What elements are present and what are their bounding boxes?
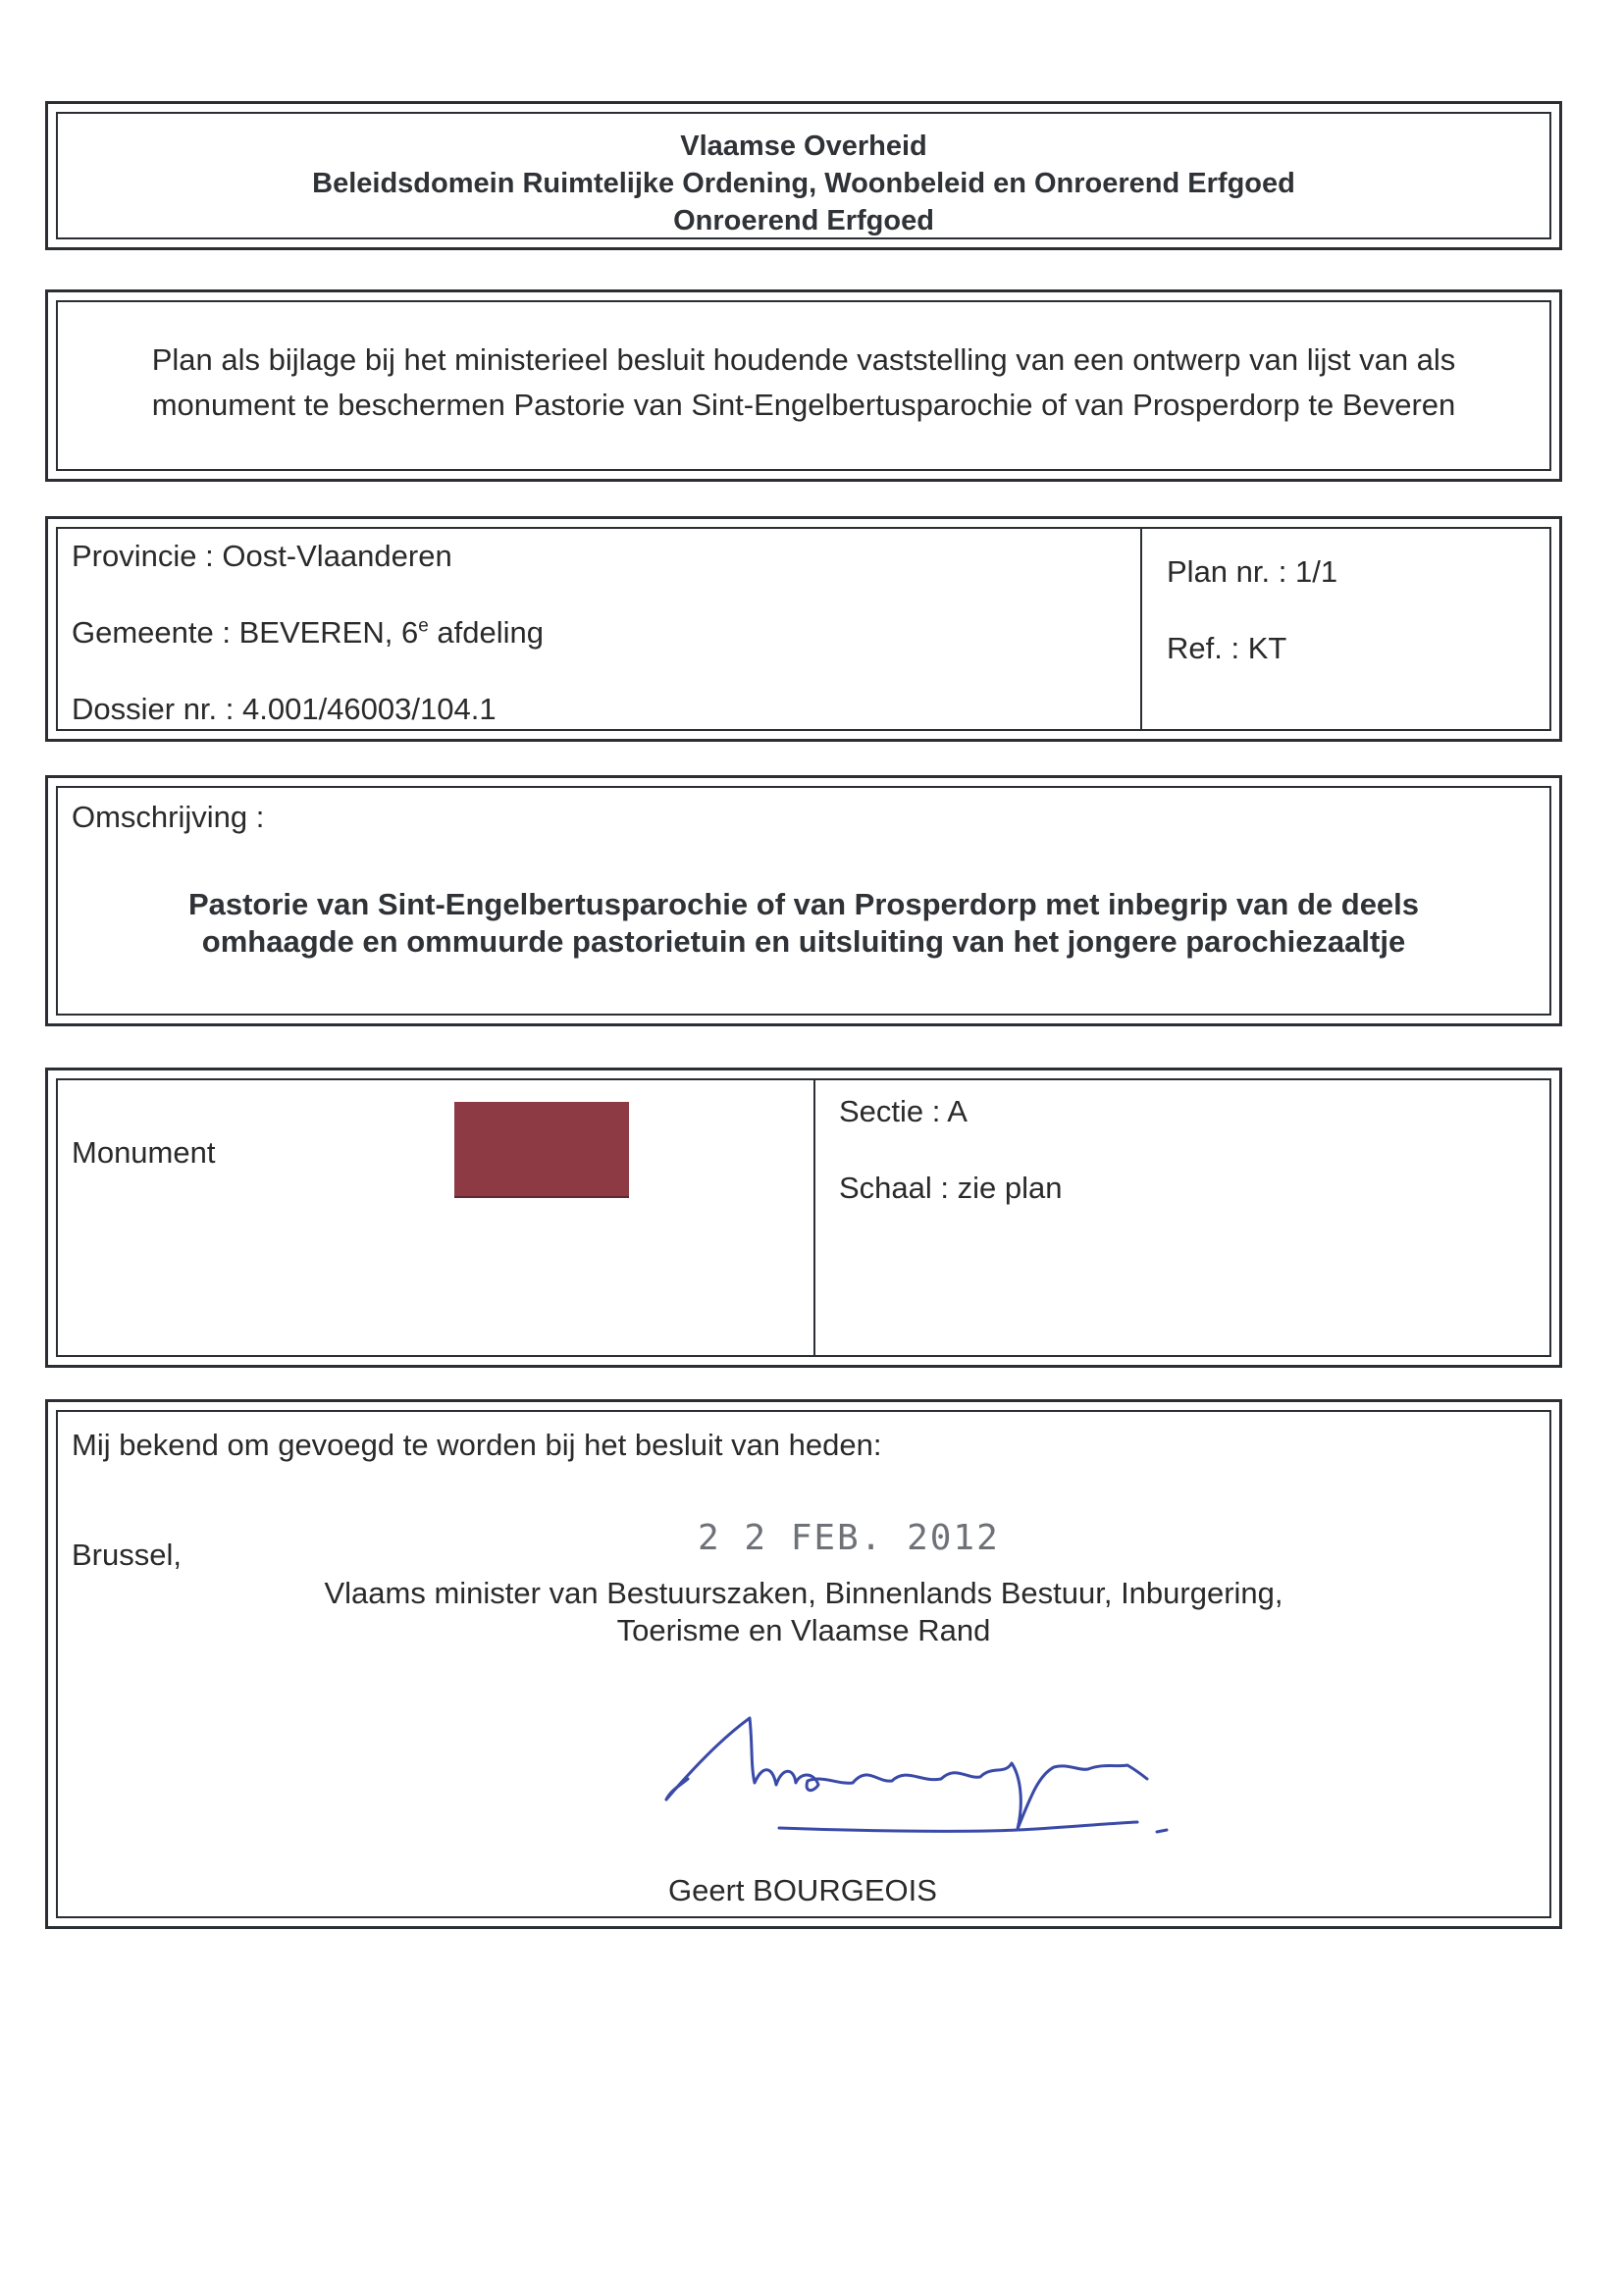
header-agency: Onroerend Erfgoed (673, 205, 934, 236)
intro-line-1: Plan als bijlage bij het ministerieel besluit houdende vaststelling van een ontwerp van lijst van als (151, 342, 1456, 377)
gemeente-superscript: e (418, 615, 429, 637)
signature-icon (627, 1706, 1177, 1853)
intro-line-2: monument te beschermen Pastorie van Sint-Engelbertusparochie of van Prosperdorp te Beveren (151, 388, 1456, 422)
header-organisation: Vlaamse Overheid (680, 130, 927, 162)
gemeente-prefix: Gemeente : BEVEREN, 6 (72, 615, 419, 650)
info-divider (1140, 529, 1142, 729)
approval-statement: Mij bekend om gevoegd te worden bij het besluit van heden: (72, 1428, 882, 1462)
dossier-field: Dossier nr. : 4.001/46003/104.1 (72, 692, 497, 726)
description-box (45, 775, 1562, 1026)
monument-label: Monument (72, 1135, 216, 1170)
description-line-2: omhaagde en ommuurde pastorietuin en uitsluiting van het jongere parochiezaaltje (201, 924, 1406, 959)
minister-title-line-2: Toerisme en Vlaamse Rand (616, 1613, 991, 1647)
approval-place: Brussel, (72, 1538, 182, 1572)
gemeente-suffix: afdeling (428, 615, 545, 650)
ref-field: Ref. : KT (1167, 631, 1287, 665)
approval-box (45, 1399, 1562, 1929)
signatory-name: Geert BOURGEOIS (668, 1873, 937, 1907)
plan-nr-field: Plan nr. : 1/1 (1167, 554, 1338, 589)
intro-box (45, 289, 1562, 482)
header-box (45, 101, 1562, 250)
description-line-1: Pastorie van Sint-Engelbertusparochie of van Prosperdorp met inbegrip van de deels (187, 887, 1420, 921)
provincie-field: Provincie : Oost-Vlaanderen (72, 539, 452, 573)
sectie-field: Sectie : A (839, 1094, 968, 1128)
minister-title-line-1: Vlaams minister van Bestuurszaken, Binnenlands Bestuur, Inburgering, (324, 1576, 1283, 1610)
date-stamp: 2 2 FEB. 2012 (698, 1518, 1000, 1558)
info-box (45, 516, 1562, 742)
gemeente-field (72, 615, 544, 651)
monument-color-swatch (454, 1102, 629, 1198)
header-policy-domain: Beleidsdomein Ruimtelijke Ordening, Woonbeleid en Onroerend Erfgoed (312, 168, 1295, 199)
legend-box (45, 1068, 1562, 1368)
schaal-field: Schaal : zie plan (839, 1171, 1063, 1205)
legend-divider (813, 1080, 815, 1355)
description-label: Omschrijving : (72, 800, 265, 834)
